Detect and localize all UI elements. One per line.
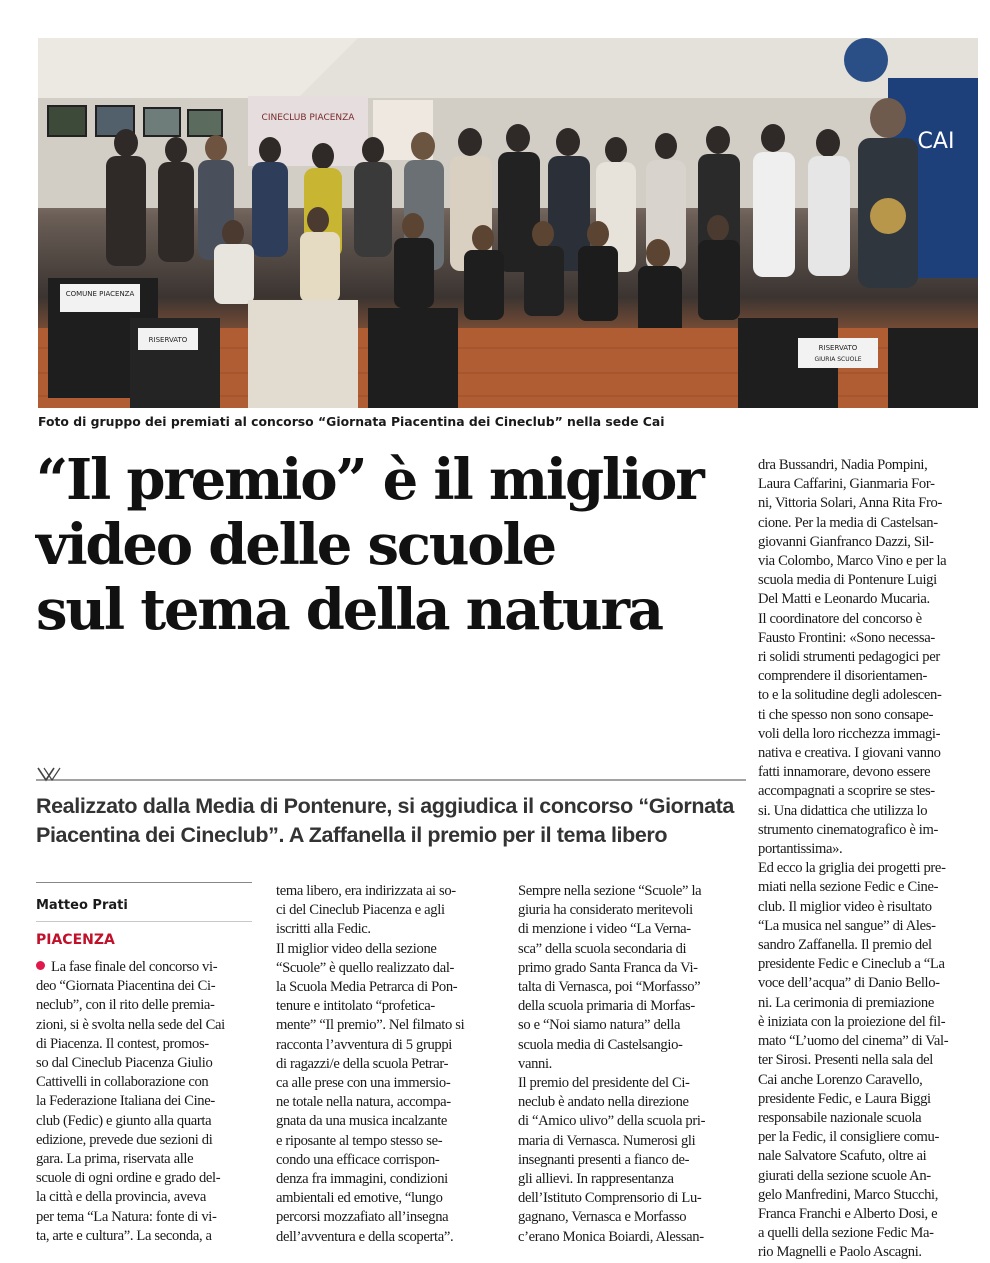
article-line: a quelli della sezione Fedic Ma- — [758, 1225, 934, 1242]
article-line: sca” della scuola secondaria di — [518, 940, 687, 957]
article-line: si. Una didattica che utilizza lo — [758, 802, 928, 819]
article-line: presidente Fedic, e Laura Biggi — [758, 1090, 931, 1107]
article-line: nale Salvatore Scafuto, oltre ai — [758, 1148, 927, 1165]
article-line: ri solidi strumenti pedagogici per — [758, 649, 940, 666]
chair-label-riservato: RISERVATO — [148, 336, 188, 344]
summary-line: Piacentina dei Cineclub”. A Zaffanella il premio per il tema libero — [36, 823, 668, 847]
article-line: to e la solitudine degli adolescen- — [758, 687, 942, 704]
article-line: Franca Franchi e Alberto Dosi, e — [758, 1205, 938, 1222]
article-line: nativa e creativa. I giovani vanno — [758, 745, 941, 762]
byline-author: Matteo Prati — [36, 898, 128, 913]
article-column-4 — [758, 456, 982, 1263]
article-line: presidente Fedic e Cineclub a “La — [758, 956, 945, 973]
article-line: voce dell’acqua” di Danio Bello- — [758, 975, 940, 992]
article-line-text: La fase finale del concorso vi- — [51, 959, 218, 975]
article-line: dell’Istituto Comprensorio di Lu- — [518, 1190, 702, 1207]
article-line: Ed ecco la griglia dei progetti pre- — [758, 860, 946, 877]
article-line: edizione, prevede due sezioni di — [36, 1131, 213, 1148]
banner-cai-text: CAI — [917, 129, 955, 154]
group-photo-illustration — [38, 38, 978, 408]
article-line: fatti innamorare, devono essere — [758, 764, 931, 781]
byline-rule — [36, 882, 252, 883]
byline-rule-bottom — [36, 921, 252, 922]
article-line: di ragazzi/e della scuola Petrar- — [276, 1055, 449, 1072]
article-line: sandro Zaffanella. Il premio del — [758, 937, 932, 954]
article-line: deo “Giornata Piacentina dei Ci- — [36, 978, 216, 995]
article-line: miati nella sezione Fedic e Cine- — [758, 879, 939, 896]
bullet-dot-icon — [36, 961, 45, 970]
headline-line: “Il premio” è il miglior — [36, 447, 703, 513]
article-line: gara. La prima, riservata alle — [36, 1151, 194, 1168]
group-photo — [38, 38, 978, 408]
article-line: la Federazione Italiana dei Cine- — [36, 1093, 215, 1110]
article-summary — [36, 792, 748, 850]
article-line: so dal Cineclub Piacenza Giulio — [36, 1055, 213, 1072]
article-line: Il miglior video della sezione — [276, 940, 437, 957]
article-line: scuola media di Pontenure Luigi — [758, 572, 937, 589]
article-line: Del Matti e Leonardo Mucaria. — [758, 591, 930, 608]
article-line: gli allievi. In rappresentanza — [518, 1171, 674, 1188]
article-line: maria di Vernasca. Numerosi gli — [518, 1132, 696, 1149]
article-line: percorsi mozzafiato all’insegna — [276, 1209, 449, 1226]
article-line: insegnanti presenti a fianco de- — [518, 1151, 690, 1168]
article-line: tema libero, era indirizzata ai so- — [276, 883, 456, 899]
article-line: giovanni Gianfranco Dazzi, Sil- — [758, 533, 934, 550]
article-line: per la Fedic, il consigliere comu- — [758, 1129, 939, 1146]
article-line: scuole di ogni ordine e grado del- — [36, 1170, 221, 1187]
chair-label-giuria-scuole: GIURIA SCUOLE — [814, 356, 862, 363]
article-line: vanni. — [518, 1055, 552, 1072]
article-line: responsabile nazionale scuola — [758, 1109, 922, 1126]
article-line: giurati della sezione scuole An- — [758, 1167, 931, 1184]
article-line: dra Bussandri, Nadia Pompini, — [758, 457, 928, 473]
article-line: club. Il miglior video è risultato — [758, 898, 932, 915]
article-line: è iniziata con la proiezione del fil- — [758, 1013, 946, 1030]
article-line: strumento cinematografico è im- — [758, 821, 939, 838]
article-line — [36, 958, 254, 977]
article-line: Cai anche Lorenzo Caravello, — [758, 1071, 923, 1088]
article-line: rio Magnelli e Paolo Ascagni. — [758, 1244, 922, 1261]
article-line: portantissima». — [758, 841, 843, 858]
article-line: c’erano Monica Boiardi, Alessan- — [518, 1228, 704, 1245]
article-line: via Colombo, Marco Vino e per la — [758, 553, 947, 570]
article-line: primo grado Santa Franca da Vi- — [518, 959, 698, 976]
article-line: ter Sirosi. Presenti nella sala del — [758, 1052, 933, 1069]
article-line: Sempre nella sezione “Scuole” la — [518, 883, 702, 899]
dateline: PIACENZA — [36, 932, 115, 948]
article-line: ne totale nella natura, accompa- — [276, 1094, 451, 1111]
article-line: “Scuole” è quello realizzato dal- — [276, 959, 455, 976]
article-line: di Piacenza. Il contest, promos- — [36, 1035, 209, 1052]
article-line: e riposante al tempo stesso se- — [276, 1132, 443, 1149]
article-line: “La musica nel sangue” di Ales- — [758, 917, 936, 934]
article-line: giuria ha considerato meritevoli — [518, 902, 693, 919]
article-line: gnata da una musica incalzante — [276, 1113, 448, 1130]
article-line: Il coordinatore del concorso è — [758, 610, 922, 627]
article-line: della scuola primaria di Morfas- — [518, 998, 695, 1015]
article-line: dell’avventura e della scoperta”. — [276, 1228, 454, 1245]
article-line: racconta l’avventura di 5 gruppi — [276, 1036, 453, 1053]
article-line: club (Fedic) e giunto alla quarta — [36, 1112, 212, 1129]
article-line: accompagnati a scoprire se stes- — [758, 783, 935, 800]
banner-cineclub-text: CINECLUB PIACENZA — [261, 113, 355, 123]
article-line: di menzione i video “La Verna- — [518, 921, 691, 938]
article-line: ti che spesso non sono consape- — [758, 706, 934, 723]
headline-line: video delle scuole — [36, 512, 555, 578]
article-line: Fausto Frontini: «Sono necessa- — [758, 629, 935, 646]
article-line: per tema “La Natura: fonte di vi- — [36, 1208, 217, 1225]
article-column-1 — [36, 958, 254, 1246]
article-column-3 — [518, 882, 744, 1247]
article-line: la città e della provincia, aveva — [36, 1189, 206, 1206]
article-line: cione. Per la media di Castelsan- — [758, 514, 938, 531]
photo-caption: Foto di gruppo dei premiati al concorso “Giornata Piacentina dei Cineclub” nella sede Cai — [38, 414, 665, 429]
article-line: Laura Caffarini, Gianmaria For- — [758, 476, 935, 493]
chair-label-riservato-giuria: RISERVATO — [818, 344, 858, 352]
article-line: comprendere il disorientamen- — [758, 668, 927, 685]
article-column-2 — [276, 882, 500, 1247]
article-line: la Scuola Media Petrarca di Pon- — [276, 979, 458, 996]
article-line: zioni, si è svolta nella sede del Cai — [36, 1016, 225, 1033]
article-line: talta di Vernasca, poi “Morfasso” — [518, 979, 701, 996]
article-line: ta, arte e cultura”. La seconda, a — [36, 1227, 212, 1244]
article-line: gagnano, Vernasca e Morfasso — [518, 1209, 687, 1226]
article-line: neclub è andato nella direzione — [518, 1094, 689, 1111]
article-line: mato “L’uomo del cinema” di Val- — [758, 1033, 949, 1050]
article-line: di “Amico ulivo” della scuola pri- — [518, 1113, 706, 1130]
article-line: condo una efficace corrispon- — [276, 1151, 440, 1168]
article-line: Cattivelli in collaborazione con — [36, 1074, 209, 1091]
article-line: ca alle prese con una immersio- — [276, 1075, 451, 1092]
article-line: gelo Manfredini, Marco Stucchi, — [758, 1186, 939, 1203]
article-line: so e “Noi siamo natura” della — [518, 1017, 681, 1034]
article-line: mente” “Il premio”. Nel filmato si — [276, 1017, 465, 1034]
headline-line: sul tema della natura — [36, 577, 662, 643]
chair-label-comune: COMUNE PIACENZA — [65, 290, 135, 298]
summary-line: Realizzato dalla Media di Pontenure, si aggiudica il concorso “Giornata — [36, 794, 734, 818]
article-line: ci del Cineclub Piacenza e agli — [276, 902, 445, 919]
headline — [36, 448, 748, 643]
article-line: tenure e intitolato “profetica- — [276, 998, 435, 1015]
article-line: voli della loro ricchezza immagi- — [758, 725, 941, 742]
article-line: scuola media di Castelsangio- — [518, 1036, 683, 1053]
article-line: iscritti alla Fedic. — [276, 921, 371, 938]
article-line: denza fra immagini, condizioni — [276, 1171, 448, 1188]
article-line: ambientali ed emotive, “lungo — [276, 1190, 443, 1207]
article-line: Il premio del presidente del Ci- — [518, 1075, 690, 1092]
article-line: ni, Vittoria Solari, Anna Rita Fro- — [758, 495, 943, 512]
article-line: neclub”, con il rito delle premia- — [36, 997, 215, 1014]
article-line: ni. La cerimonia di premiazione — [758, 994, 934, 1011]
